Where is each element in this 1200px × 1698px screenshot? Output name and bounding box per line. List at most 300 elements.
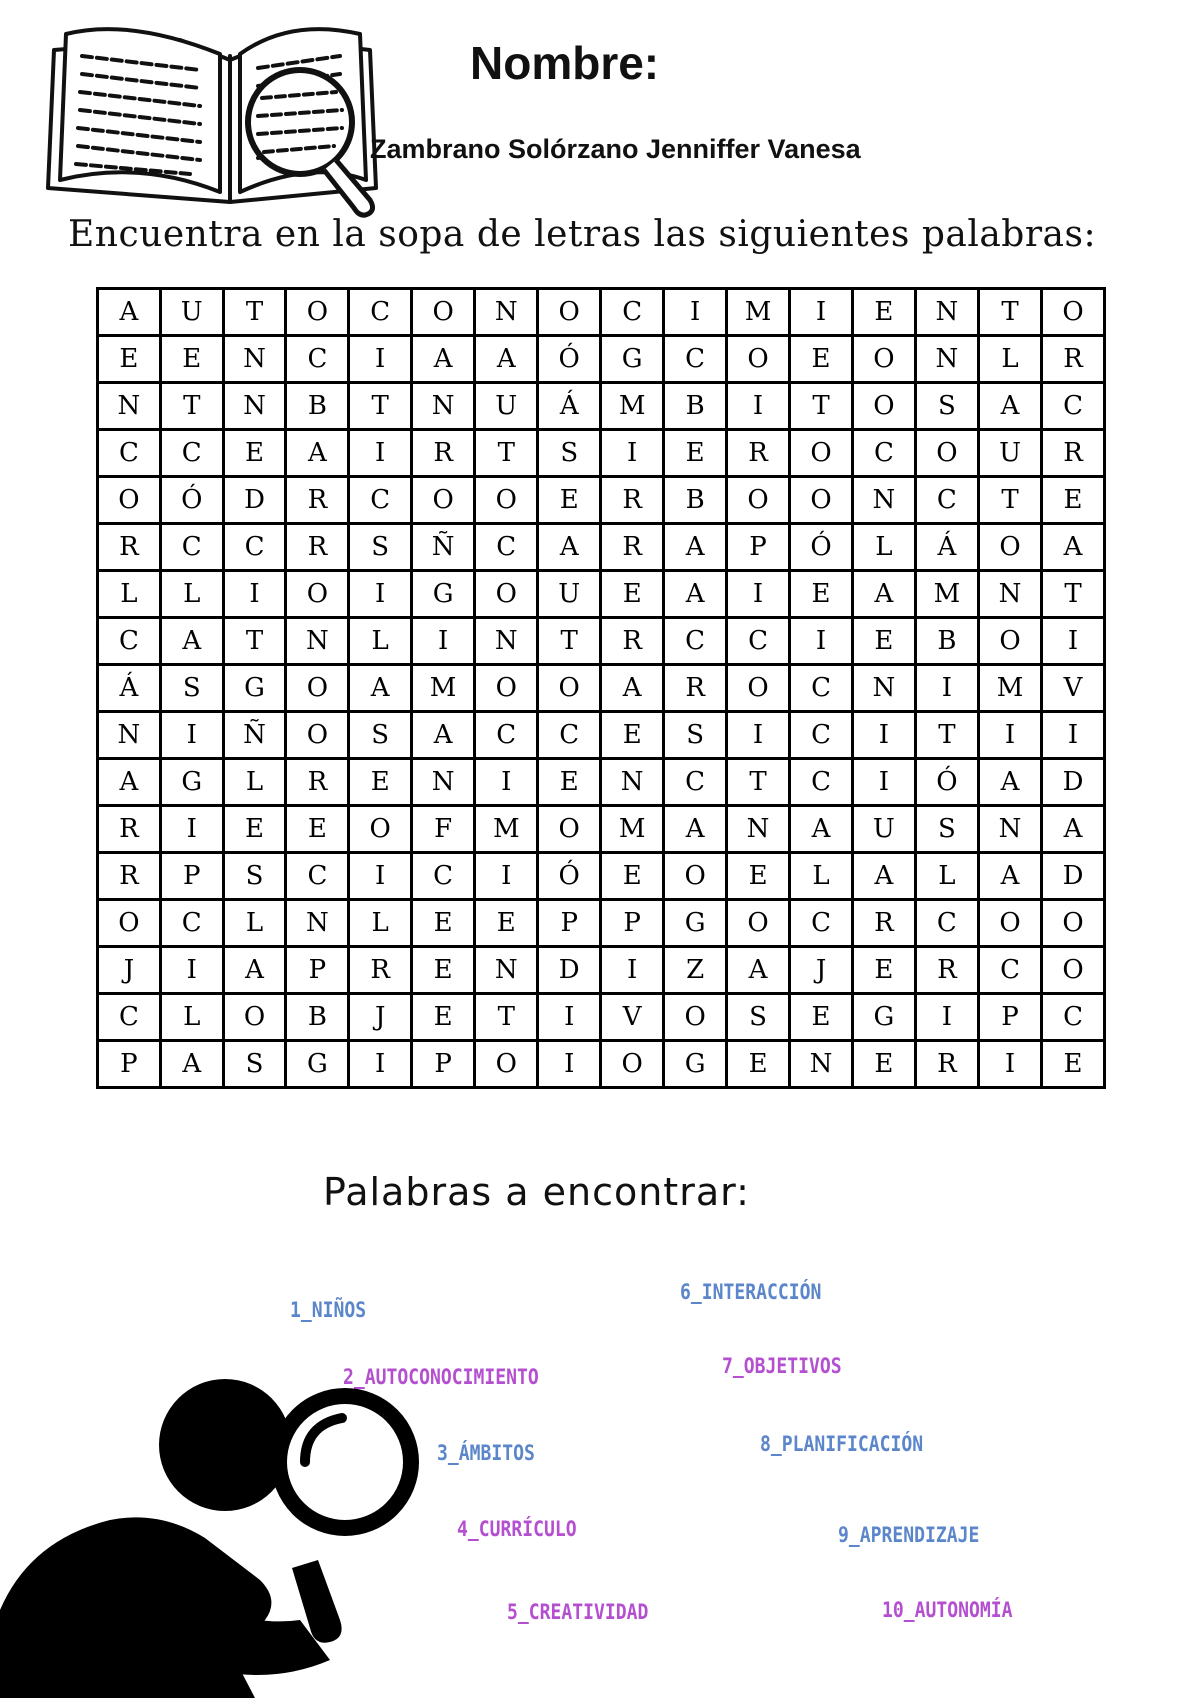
- grid-cell: R: [98, 853, 161, 900]
- grid-cell: T: [978, 289, 1041, 336]
- grid-cell: Ñ: [223, 712, 286, 759]
- grid-cell: R: [664, 665, 727, 712]
- grid-cell: G: [852, 994, 915, 1041]
- grid-cell: A: [349, 665, 412, 712]
- grid-row: [98, 759, 1105, 806]
- grid-cell: P: [601, 900, 664, 947]
- grid-cell: I: [852, 759, 915, 806]
- grid-cell: M: [601, 383, 664, 430]
- grid-cell: M: [726, 289, 789, 336]
- grid-cell: N: [978, 571, 1041, 618]
- grid-cell: I: [726, 712, 789, 759]
- grid-cell: B: [664, 477, 727, 524]
- grid-cell: A: [978, 853, 1041, 900]
- grid-cell: E: [1042, 1041, 1105, 1088]
- grid-cell: Ñ: [412, 524, 475, 571]
- grid-cell: C: [349, 289, 412, 336]
- grid-cell: N: [286, 900, 349, 947]
- grid-cell: A: [286, 430, 349, 477]
- grid-cell: O: [852, 383, 915, 430]
- grid-cell: O: [1042, 900, 1105, 947]
- word-item: 8_PLANIFICACIÓN: [760, 1432, 924, 1456]
- grid-cell: A: [726, 947, 789, 994]
- grid-cell: B: [286, 994, 349, 1041]
- grid-row: [98, 618, 1105, 665]
- grid-cell: L: [160, 994, 223, 1041]
- grid-cell: E: [538, 759, 601, 806]
- grid-cell: N: [726, 806, 789, 853]
- grid-cell: I: [349, 336, 412, 383]
- grid-cell: C: [1042, 994, 1105, 1041]
- grid-cell: O: [1042, 947, 1105, 994]
- grid-cell: J: [349, 994, 412, 1041]
- grid-cell: P: [98, 1041, 161, 1088]
- grid-cell: E: [349, 759, 412, 806]
- student-name: Zambrano Solórzano Jenniffer Vanesa: [370, 134, 861, 164]
- grid-cell: O: [475, 1041, 538, 1088]
- grid-cell: D: [223, 477, 286, 524]
- grid-cell: M: [412, 665, 475, 712]
- grid-cell: C: [98, 430, 161, 477]
- grid-cell: C: [538, 712, 601, 759]
- grid-cell: N: [98, 383, 161, 430]
- grid-cell: O: [726, 477, 789, 524]
- grid-cell: Á: [538, 383, 601, 430]
- grid-cell: E: [475, 900, 538, 947]
- grid-cell: N: [223, 383, 286, 430]
- grid-cell: P: [412, 1041, 475, 1088]
- grid-cell: N: [223, 336, 286, 383]
- grid-cell: E: [790, 336, 853, 383]
- grid-cell: I: [160, 712, 223, 759]
- grid-cell: I: [349, 1041, 412, 1088]
- grid-cell: T: [160, 383, 223, 430]
- grid-cell: O: [978, 618, 1041, 665]
- word-item: 3_ÁMBITOS: [437, 1441, 535, 1465]
- grid-cell: R: [286, 477, 349, 524]
- grid-cell: C: [601, 289, 664, 336]
- grid-row: [98, 665, 1105, 712]
- grid-row: [98, 289, 1105, 336]
- grid-cell: O: [286, 665, 349, 712]
- grid-cell: R: [286, 524, 349, 571]
- grid-cell: I: [601, 947, 664, 994]
- grid-cell: O: [664, 994, 727, 1041]
- grid-cell: V: [1042, 665, 1105, 712]
- grid-cell: G: [412, 571, 475, 618]
- grid-cell: S: [915, 806, 978, 853]
- grid-cell: E: [790, 994, 853, 1041]
- grid-cell: C: [98, 994, 161, 1041]
- grid-cell: I: [538, 1041, 601, 1088]
- grid-cell: A: [601, 665, 664, 712]
- grid-cell: C: [790, 900, 853, 947]
- grid-cell: O: [349, 806, 412, 853]
- grid-row: [98, 994, 1105, 1041]
- grid-cell: B: [286, 383, 349, 430]
- grid-row: [98, 712, 1105, 759]
- grid-cell: C: [412, 853, 475, 900]
- grid-cell: P: [286, 947, 349, 994]
- grid-cell: O: [601, 1041, 664, 1088]
- grid-cell: A: [978, 759, 1041, 806]
- grid-cell: I: [915, 665, 978, 712]
- grid-cell: T: [223, 289, 286, 336]
- grid-cell: S: [538, 430, 601, 477]
- grid-cell: Ó: [160, 477, 223, 524]
- grid-cell: O: [412, 477, 475, 524]
- grid-cell: O: [223, 994, 286, 1041]
- grid-cell: L: [790, 853, 853, 900]
- grid-cell: Ó: [915, 759, 978, 806]
- grid-row: [98, 806, 1105, 853]
- grid-cell: C: [223, 524, 286, 571]
- grid-cell: C: [790, 712, 853, 759]
- grid-cell: S: [349, 712, 412, 759]
- grid-cell: E: [412, 947, 475, 994]
- grid-cell: R: [915, 1041, 978, 1088]
- grid-cell: N: [601, 759, 664, 806]
- grid-cell: O: [790, 477, 853, 524]
- grid-row: [98, 524, 1105, 571]
- grid-row: [98, 383, 1105, 430]
- grid-cell: O: [1042, 289, 1105, 336]
- grid-cell: N: [98, 712, 161, 759]
- grid-cell: C: [790, 665, 853, 712]
- grid-cell: I: [349, 571, 412, 618]
- grid-cell: D: [538, 947, 601, 994]
- grid-cell: C: [1042, 383, 1105, 430]
- grid-cell: T: [223, 618, 286, 665]
- grid-cell: E: [223, 806, 286, 853]
- grid-cell: I: [852, 712, 915, 759]
- grid-cell: O: [538, 806, 601, 853]
- word-item: 4_CURRÍCULO: [457, 1517, 577, 1541]
- grid-cell: O: [286, 289, 349, 336]
- grid-row: [98, 1041, 1105, 1088]
- grid-cell: A: [852, 853, 915, 900]
- grid-cell: A: [98, 759, 161, 806]
- grid-cell: N: [790, 1041, 853, 1088]
- grid-row: [98, 900, 1105, 947]
- grid-cell: D: [1042, 853, 1105, 900]
- grid-cell: I: [1042, 712, 1105, 759]
- word-search-grid: [96, 287, 1106, 1089]
- grid-cell: O: [726, 336, 789, 383]
- grid-cell: T: [790, 383, 853, 430]
- grid-cell: I: [475, 853, 538, 900]
- grid-cell: C: [790, 759, 853, 806]
- grid-cell: D: [1042, 759, 1105, 806]
- grid-cell: T: [538, 618, 601, 665]
- grid-cell: A: [852, 571, 915, 618]
- grid-cell: I: [412, 618, 475, 665]
- grid-cell: E: [286, 806, 349, 853]
- grid-cell: E: [790, 571, 853, 618]
- person-with-magnifier-icon: [0, 1370, 420, 1698]
- grid-cell: I: [726, 571, 789, 618]
- grid-cell: A: [538, 524, 601, 571]
- grid-cell: I: [538, 994, 601, 1041]
- grid-cell: C: [978, 947, 1041, 994]
- grid-cell: N: [412, 383, 475, 430]
- grid-cell: E: [1042, 477, 1105, 524]
- grid-cell: C: [852, 430, 915, 477]
- grid-cell: E: [538, 477, 601, 524]
- grid-cell: I: [664, 289, 727, 336]
- grid-cell: I: [915, 994, 978, 1041]
- grid-cell: E: [852, 289, 915, 336]
- grid-cell: C: [915, 477, 978, 524]
- grid-cell: R: [601, 618, 664, 665]
- grid-cell: S: [915, 383, 978, 430]
- grid-cell: S: [223, 853, 286, 900]
- grid-cell: L: [160, 571, 223, 618]
- grid-cell: R: [726, 430, 789, 477]
- grid-cell: L: [915, 853, 978, 900]
- grid-cell: E: [601, 571, 664, 618]
- grid-cell: S: [223, 1041, 286, 1088]
- grid-cell: U: [852, 806, 915, 853]
- grid-cell: I: [475, 759, 538, 806]
- grid-cell: O: [538, 289, 601, 336]
- words-title: Palabras a encontrar:: [323, 1170, 750, 1214]
- grid-cell: G: [664, 900, 727, 947]
- word-item: 2_AUTOCONOCIMIENTO: [343, 1365, 539, 1389]
- grid-cell: F: [412, 806, 475, 853]
- grid-cell: I: [790, 618, 853, 665]
- grid-cell: O: [664, 853, 727, 900]
- grid-cell: E: [601, 853, 664, 900]
- open-book-with-magnifier-icon: [40, 10, 420, 225]
- grid-cell: I: [160, 947, 223, 994]
- grid-cell: L: [223, 900, 286, 947]
- instructions-text: Encuentra en la sopa de letras las siguientes palabras:: [68, 214, 1097, 255]
- grid-cell: U: [538, 571, 601, 618]
- grid-cell: O: [726, 665, 789, 712]
- grid-cell: R: [349, 947, 412, 994]
- grid-cell: R: [915, 947, 978, 994]
- grid-cell: O: [98, 477, 161, 524]
- grid-cell: O: [915, 430, 978, 477]
- grid-row: [98, 853, 1105, 900]
- grid-cell: A: [160, 618, 223, 665]
- grid-cell: I: [349, 853, 412, 900]
- grid-cell: A: [412, 712, 475, 759]
- grid-cell: O: [286, 712, 349, 759]
- grid-cell: S: [160, 665, 223, 712]
- grid-cell: N: [475, 618, 538, 665]
- grid-cell: O: [475, 477, 538, 524]
- grid-cell: L: [852, 524, 915, 571]
- word-item: 10_AUTONOMÍA: [882, 1598, 1013, 1622]
- grid-cell: N: [475, 289, 538, 336]
- grid-cell: E: [726, 853, 789, 900]
- grid-cell: E: [664, 430, 727, 477]
- grid-cell: A: [223, 947, 286, 994]
- grid-cell: S: [664, 712, 727, 759]
- grid-cell: V: [601, 994, 664, 1041]
- grid-cell: I: [160, 806, 223, 853]
- grid-cell: E: [98, 336, 161, 383]
- grid-cell: E: [852, 1041, 915, 1088]
- grid-cell: A: [664, 806, 727, 853]
- grid-cell: C: [349, 477, 412, 524]
- grid-cell: O: [790, 430, 853, 477]
- grid-cell: E: [601, 712, 664, 759]
- grid-cell: N: [915, 336, 978, 383]
- grid-cell: R: [98, 806, 161, 853]
- grid-cell: O: [852, 336, 915, 383]
- grid-cell: L: [349, 618, 412, 665]
- grid-cell: R: [1042, 336, 1105, 383]
- grid-cell: P: [538, 900, 601, 947]
- grid-cell: A: [1042, 806, 1105, 853]
- grid-cell: S: [349, 524, 412, 571]
- grid-cell: G: [601, 336, 664, 383]
- grid-cell: E: [412, 900, 475, 947]
- word-item: 9_APRENDIZAJE: [838, 1523, 980, 1547]
- grid-cell: I: [790, 289, 853, 336]
- grid-cell: B: [915, 618, 978, 665]
- grid-cell: Á: [98, 665, 161, 712]
- word-item: 7_OBJETIVOS: [722, 1354, 842, 1378]
- grid-cell: P: [726, 524, 789, 571]
- grid-cell: R: [1042, 430, 1105, 477]
- grid-cell: R: [412, 430, 475, 477]
- grid-cell: L: [98, 571, 161, 618]
- grid-cell: C: [664, 336, 727, 383]
- grid-cell: A: [98, 289, 161, 336]
- grid-cell: Z: [664, 947, 727, 994]
- grid-cell: A: [412, 336, 475, 383]
- grid-cell: T: [978, 477, 1041, 524]
- grid-cell: E: [852, 618, 915, 665]
- grid-cell: E: [223, 430, 286, 477]
- grid-cell: A: [1042, 524, 1105, 571]
- grid-cell: C: [726, 618, 789, 665]
- grid-row: [98, 571, 1105, 618]
- grid-cell: E: [412, 994, 475, 1041]
- grid-cell: T: [475, 994, 538, 1041]
- grid-cell: C: [160, 524, 223, 571]
- grid-cell: I: [601, 430, 664, 477]
- grid-cell: C: [286, 853, 349, 900]
- grid-cell: T: [915, 712, 978, 759]
- grid-cell: A: [978, 383, 1041, 430]
- grid-row: [98, 947, 1105, 994]
- grid-cell: C: [664, 759, 727, 806]
- word-item: 5_CREATIVIDAD: [507, 1600, 649, 1624]
- grid-cell: C: [160, 430, 223, 477]
- grid-cell: N: [978, 806, 1041, 853]
- grid-cell: B: [664, 383, 727, 430]
- grid-cell: O: [475, 571, 538, 618]
- grid-cell: O: [286, 571, 349, 618]
- grid-cell: E: [726, 1041, 789, 1088]
- grid-cell: M: [475, 806, 538, 853]
- grid-cell: N: [475, 947, 538, 994]
- grid-cell: G: [160, 759, 223, 806]
- grid-cell: I: [978, 712, 1041, 759]
- grid-cell: Ó: [790, 524, 853, 571]
- grid-cell: N: [915, 289, 978, 336]
- grid-row: [98, 430, 1105, 477]
- grid-cell: N: [412, 759, 475, 806]
- grid-cell: E: [852, 947, 915, 994]
- grid-cell: Ó: [538, 336, 601, 383]
- grid-cell: O: [98, 900, 161, 947]
- grid-cell: Á: [915, 524, 978, 571]
- grid-cell: C: [475, 524, 538, 571]
- grid-cell: O: [538, 665, 601, 712]
- grid-cell: A: [664, 571, 727, 618]
- grid-cell: J: [790, 947, 853, 994]
- grid-cell: P: [978, 994, 1041, 1041]
- grid-cell: U: [978, 430, 1041, 477]
- grid-cell: T: [349, 383, 412, 430]
- grid-cell: T: [1042, 571, 1105, 618]
- grid-cell: M: [601, 806, 664, 853]
- grid-cell: L: [223, 759, 286, 806]
- grid-cell: L: [978, 336, 1041, 383]
- grid-cell: L: [349, 900, 412, 947]
- grid-cell: T: [726, 759, 789, 806]
- grid-cell: T: [475, 430, 538, 477]
- grid-cell: I: [1042, 618, 1105, 665]
- grid-cell: I: [978, 1041, 1041, 1088]
- grid-cell: G: [223, 665, 286, 712]
- grid-cell: O: [412, 289, 475, 336]
- grid-cell: A: [664, 524, 727, 571]
- grid-cell: R: [286, 759, 349, 806]
- grid-cell: C: [475, 712, 538, 759]
- grid-cell: R: [852, 900, 915, 947]
- grid-cell: J: [98, 947, 161, 994]
- grid-cell: O: [978, 524, 1041, 571]
- grid-cell: I: [223, 571, 286, 618]
- word-item: 1_NIÑOS: [290, 1298, 367, 1322]
- grid-cell: S: [726, 994, 789, 1041]
- grid-cell: I: [349, 430, 412, 477]
- grid-cell: U: [475, 383, 538, 430]
- word-item: 6_INTERACCIÓN: [680, 1280, 822, 1304]
- grid-cell: G: [664, 1041, 727, 1088]
- grid-cell: C: [286, 336, 349, 383]
- grid-row: [98, 336, 1105, 383]
- grid-cell: N: [286, 618, 349, 665]
- grid-cell: N: [852, 477, 915, 524]
- grid-cell: C: [160, 900, 223, 947]
- grid-cell: R: [601, 477, 664, 524]
- grid-cell: A: [160, 1041, 223, 1088]
- grid-cell: N: [852, 665, 915, 712]
- grid-cell: C: [98, 618, 161, 665]
- grid-cell: C: [915, 900, 978, 947]
- grid-cell: O: [978, 900, 1041, 947]
- grid-cell: M: [915, 571, 978, 618]
- name-label: Nombre:: [470, 37, 660, 89]
- grid-cell: I: [726, 383, 789, 430]
- grid-cell: C: [664, 618, 727, 665]
- grid-cell: R: [98, 524, 161, 571]
- grid-cell: O: [475, 665, 538, 712]
- grid-cell: A: [475, 336, 538, 383]
- grid-cell: Ó: [538, 853, 601, 900]
- grid-row: [98, 477, 1105, 524]
- grid-cell: M: [978, 665, 1041, 712]
- grid-cell: E: [160, 336, 223, 383]
